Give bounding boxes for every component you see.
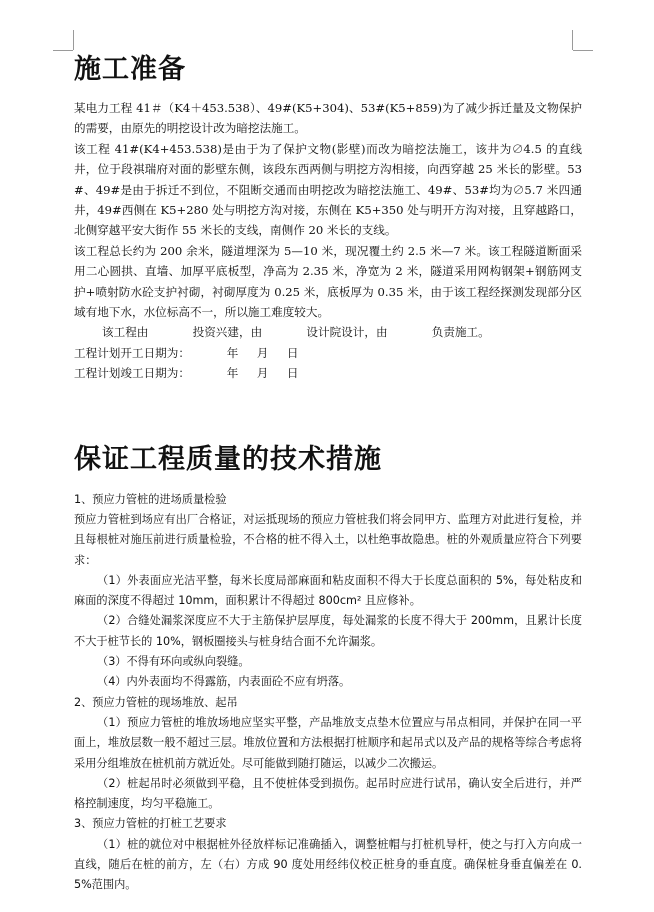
section-body-construction-preparation [74, 98, 582, 384]
crop-mark-top-left-vertical [73, 30, 74, 50]
paragraph: 预应力管桩到场应有出厂合格证，对运抵现场的预应力管桩我们将会同甲方、监理方对此进行复检，并且每根桩对施压前进行质量检验，不合格的桩不得入土，以杜绝事故隐患。桩的外观质量应符合下列要求： [74, 512, 582, 567]
list-item: （3）不得有环向或纵向裂缝。 [97, 655, 250, 669]
document-page [74, 50, 582, 896]
owner-line: 该工程由 投资兴建，由 设计院设计，由 负责施工。 [102, 325, 490, 340]
subheading: 3、预应力管桩的打桩工艺要求 [74, 817, 227, 831]
start-date-line: 工程计划开工日期为： 年 月 日 [74, 345, 299, 360]
end-date-line: 工程计划竣工日期为： 年 月 日 [74, 366, 299, 381]
crop-mark-top-left-horizontal [53, 50, 73, 51]
list-item: （2）桩起吊时必须做到平稳，且不使桩体受到损伤。起吊时应进行试吊，确认安全后进行，并严格控制速度，均匀平稳施工。 [74, 776, 582, 811]
paragraph: 某电力工程 41＃（K4＋453.538）、49#(K5+304)、53#(K5+859)为了减少拆迁量及文物保护的需要，由原先的明挖设计改为暗挖法施工。 [74, 101, 582, 136]
section-title-quality-measures: 保证工程质量的技术措施 [74, 443, 382, 475]
section-title-construction-preparation: 施工准备 [74, 54, 186, 85]
list-item: （1）桩的就位对中根据桩外径放样标记准确插入，调整桩帽与打桩机导杆，使之与打入方向成一直线，随后在桩的前方，左（右）方成 90 度处用经纬仪校正桩身的垂直度。确保桩身垂直偏差在 0.5%范围内。 [74, 837, 582, 892]
list-item: （1）预应力管桩的堆放场地应坚实平整，产品堆放支点垫木位置应与吊点相同，并保护在同一平面上，堆放层数一般不超过三层。堆放位置和方法根据打桩顺序和起吊式以及产品的规格等综合考虑将采用分组堆放在桩机前方就近处。尽可能做到随打随运，以减少二次搬运。 [74, 715, 582, 770]
subheading: 2、预应力管桩的现场堆放、起吊 [74, 695, 238, 709]
subheading: 1、预应力管桩的进场质量检验 [74, 492, 227, 506]
paragraph: 该工程总长约为 200 余米，隧道埋深为 5—10 米，现况覆土约 2.5 米—7 米。该工程隧道断面采用二心圆拱、直墙、加厚平底板型，净高为 2.35 米，净宽为 2 米，隧道采用网构钢架+钢筋网支护+喷射防水砼支护衬砌，衬砌厚度为 0.25 米，底板厚为 0.35 米，由于该工程经探测发现部分区域有地下水，水位标高不一，所以施工难度较大。 [74, 243, 582, 320]
crop-mark-top-right-vertical [572, 30, 573, 50]
list-item: （2）合缝处漏浆深度应不大于主筋保护层厚度，每处漏浆的长度不得大于 200mm，且累计长度不大于桩节长的 10%，钢板圈接头与桩身结合面不允许漏浆。 [74, 614, 582, 648]
list-item: （4）内外表面均不得露筋，内表面砼不应有坍落。 [97, 675, 351, 689]
list-item: （1）外表面应光洁平整，每米长度局部麻面和粘皮面积不得大于长度总面积的 5%，每处粘皮和麻面的深度不得超过 10mm，面积累计不得超过 800cm² 且应修补。 [74, 573, 582, 608]
paragraph: 该工程 41#(K4+453.538)是由于为了保护文物(影壁)而改为暗挖法施工，该井为∅4.5 的直线井，位于段祺瑞府对面的影壁东侧，该段东西两侧与明挖方沟相接，向西穿越 25 米长的影壁。53#、49#是由于拆迁不到位，不阻断交通而由明挖改为暗挖法施工、49#、53#均为∅5.7 米四通井，49#西侧在 K5+280 处与明挖方沟对接，东侧在 K5+350 处与明开方沟对接，且穿越路口，北侧穿越平安大街作 55 米长的支线，南侧作 20 米长的支线。 [74, 141, 582, 238]
section-body-quality-measures [74, 490, 582, 896]
